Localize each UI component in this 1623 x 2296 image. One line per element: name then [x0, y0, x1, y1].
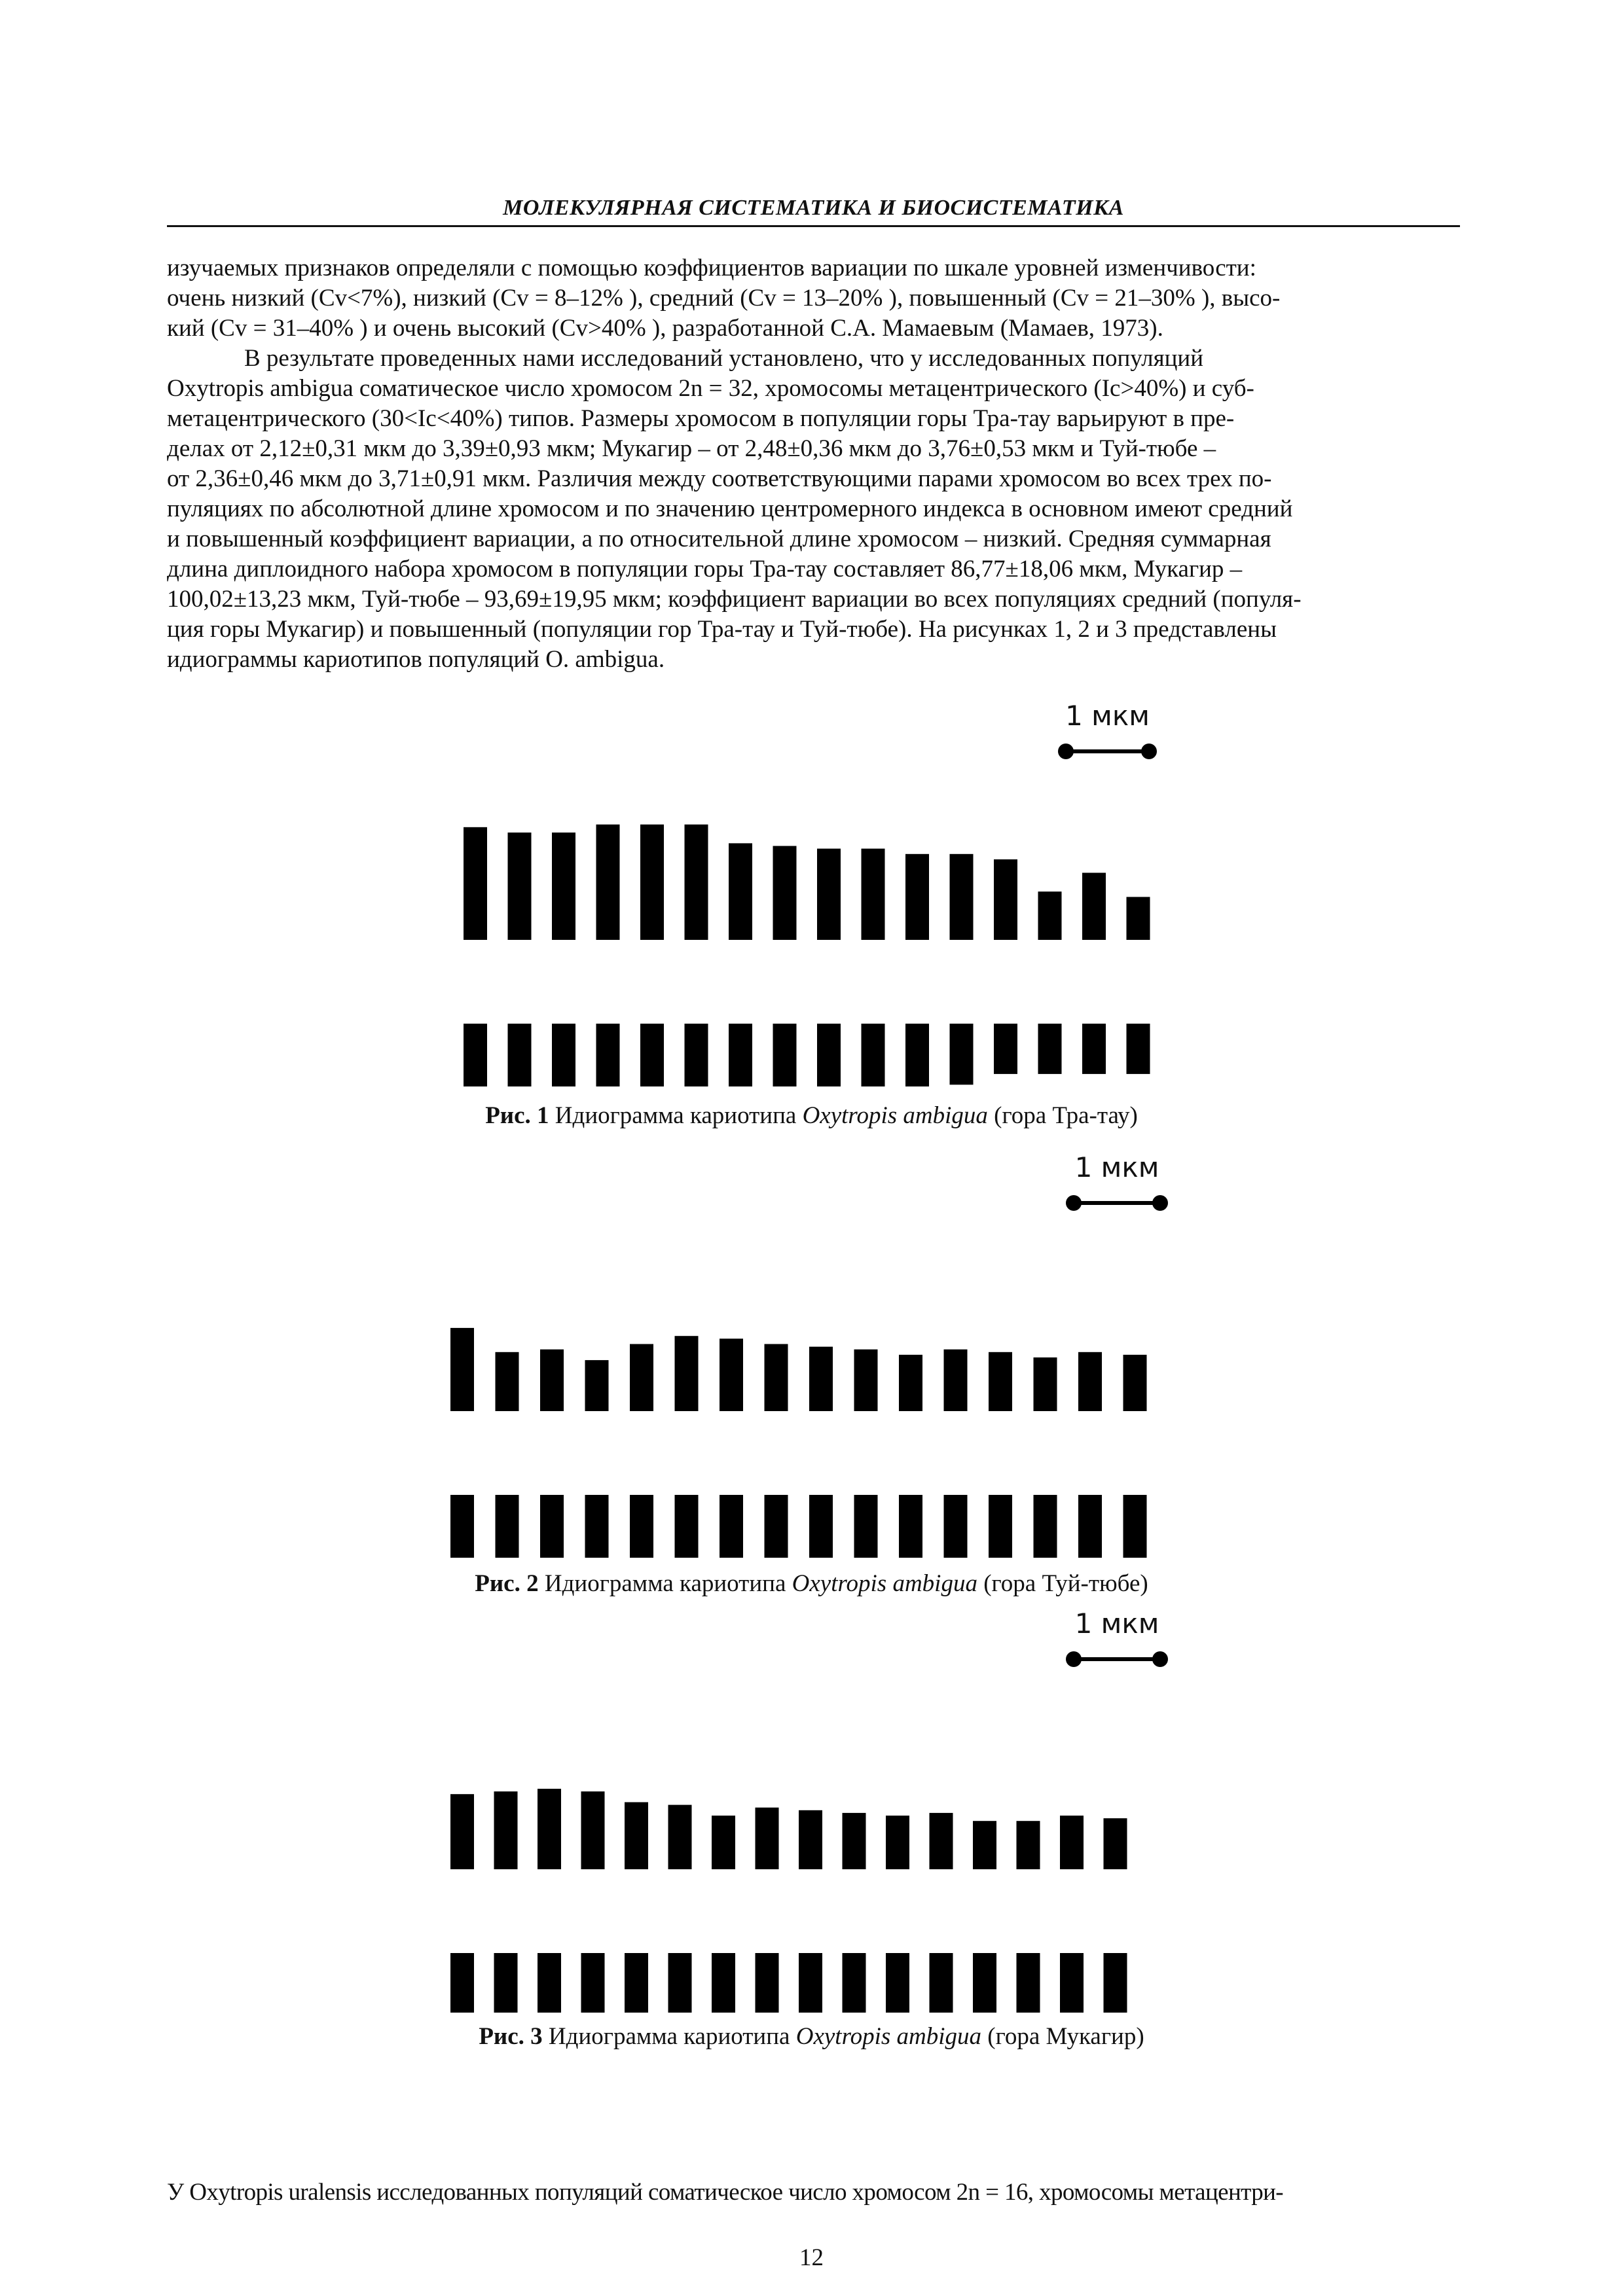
caption-number: Рис. 2 [475, 1570, 539, 1597]
chromosome-4-long-arm [596, 825, 620, 940]
chromosome-9-long-arm [799, 1810, 822, 1869]
scale-bar-endpoint [1058, 744, 1074, 759]
chromosome-15-short-arm [1060, 1953, 1084, 2013]
chromosome-13-long-arm [973, 1821, 996, 1869]
chromosome-7-long-arm [720, 1338, 743, 1411]
chromosome-16-short-arm [1104, 1953, 1127, 2013]
chromosome-14-long-arm [1017, 1821, 1040, 1869]
caption-place: (гора Мукагир) [981, 2023, 1144, 2050]
chromosome-7-long-arm [729, 843, 752, 940]
chromosome-9-long-arm [817, 849, 841, 940]
chromosome-11-short-arm [905, 1024, 929, 1086]
chromosome-3-long-arm [540, 1350, 564, 1411]
chromosome-4-long-arm [585, 1360, 609, 1411]
figure-2-caption [0, 1569, 1623, 1599]
text-line: 100,02±13,23 мкм, Туй-тюбе – 93,69±19,95 мкм; коэффициент вариации во всех популяциях средний (популя- [167, 586, 1302, 613]
scale-bar-label: 1 мкм [1074, 1607, 1159, 1640]
chromosome-7-short-arm [712, 1953, 735, 2013]
text-line: Oxytropis ambigua соматическое число хромосом 2n = 32, хромосомы метацентрического (Ic>40%) и суб- [167, 375, 1254, 402]
caption-text: Идиограмма кариотипа [538, 1570, 792, 1597]
scale-bar-endpoint [1152, 1195, 1168, 1211]
chromosome-6-short-arm [675, 1495, 699, 1558]
chromosome-6-short-arm [685, 1024, 708, 1086]
text-line: длина диплоидного набора хромосом в популяции горы Тра-тау составляет 86,77±18,06 мкм, Мукагир – [167, 556, 1243, 583]
chromosome-4-long-arm [581, 1791, 605, 1869]
idiogram-fig-1 [0, 694, 1623, 1086]
chromosome-8-long-arm [756, 1808, 779, 1869]
chromosome-6-long-arm [668, 1805, 692, 1869]
chromosome-13-short-arm [973, 1953, 996, 2013]
chromosome-16-long-arm [1104, 1818, 1127, 1869]
chromosome-9-short-arm [799, 1953, 822, 2013]
chromosome-4-short-arm [596, 1024, 620, 1086]
chromosome-3-short-arm [552, 1024, 575, 1086]
figure-2 [0, 1152, 1623, 1558]
chromosome-4-short-arm [585, 1495, 609, 1558]
chromosome-12-long-arm [930, 1813, 953, 1869]
scale-bar-label: 1 мкм [1074, 1152, 1159, 1183]
chromosome-10-short-arm [854, 1495, 878, 1558]
chromosome-16-short-arm [1127, 1024, 1150, 1074]
chromosome-15-short-arm [1078, 1495, 1102, 1558]
chromosome-4-short-arm [581, 1953, 605, 2013]
text-line: и повышенный коэффициент вариации, а по относительной длине хромосом – низкий. Средняя суммарная [167, 526, 1271, 552]
caption-text: Идиограмма кариотипа [549, 1102, 803, 1129]
chromosome-2-short-arm [496, 1495, 519, 1558]
chromosome-7-long-arm [712, 1816, 735, 1869]
continuation-line: У Oxytropis uralensis исследованных популяций соматическое число хромосом 2n = 16, хромосомы метацентри- [167, 2179, 1284, 2206]
chromosome-10-long-arm [854, 1350, 878, 1411]
chromosome-12-short-arm [944, 1495, 968, 1558]
body-text [167, 253, 1460, 675]
chromosome-2-long-arm [494, 1791, 518, 1869]
chromosome-12-long-arm [944, 1350, 968, 1411]
chromosome-16-long-arm [1127, 897, 1150, 940]
chromosome-10-short-arm [862, 1024, 885, 1086]
chromosome-13-long-arm [994, 859, 1017, 940]
chromosome-15-long-arm [1078, 1352, 1102, 1411]
chromosome-5-long-arm [630, 1344, 653, 1412]
chromosome-14-long-arm [1034, 1357, 1057, 1411]
chromosome-1-long-arm [450, 1328, 474, 1411]
chromosome-12-long-arm [950, 854, 974, 940]
chromosome-13-short-arm [994, 1024, 1017, 1074]
chromosome-7-short-arm [720, 1495, 743, 1558]
scale-bar-label: 1 мкм [1065, 700, 1150, 732]
text-line: кий (Cv = 31–40% ) и очень высокий (Cv>40% ), разработанной С.А. Мамаевым (Мамаев, 1973). [167, 315, 1163, 342]
chromosome-13-long-arm [989, 1352, 1012, 1411]
chromosome-10-short-arm [843, 1953, 866, 2013]
caption-place: (гора Туй-тюбе) [977, 1570, 1148, 1597]
chromosome-6-short-arm [668, 1953, 692, 2013]
chromosome-11-short-arm [886, 1953, 909, 2013]
text-line: метацентрического (30<Ic<40%) типов. Размеры хромосом в популяции горы Тра-тау варьируют в пре- [167, 405, 1235, 432]
chromosome-11-long-arm [899, 1355, 922, 1411]
chromosome-9-short-arm [817, 1024, 841, 1086]
text-line: очень низкий (Cv<7%), низкий (Cv = 8–12% ), средний (Cv = 13–20% ), повышенный (Cv = 21–30% ), высо- [167, 285, 1281, 312]
idiogram-fig-2 [0, 1152, 1623, 1558]
chromosome-14-short-arm [1038, 1024, 1062, 1074]
chromosome-14-short-arm [1034, 1495, 1057, 1558]
scale-bar-endpoint [1152, 1651, 1168, 1667]
text-line: В результате проведенных нами исследований установлено, что у исследованных популяций [244, 345, 1204, 372]
scale-bar-endpoint [1066, 1195, 1082, 1211]
chromosome-5-short-arm [625, 1953, 648, 2013]
paragraph-coefficients [167, 253, 1460, 344]
text-line: делах от 2,12±0,31 мкм до 3,39±0,93 мкм; Мукагир – от 2,48±0,36 мкм до 3,76±0,53 мкм и Туй-тюбе – [167, 435, 1216, 462]
text-line: пуляциях по абсолютной длине хромосом и по значению центромерного индекса в основном имеют средний [167, 495, 1293, 522]
chromosome-16-long-arm [1123, 1355, 1147, 1411]
chromosome-8-long-arm [773, 846, 797, 941]
chromosome-3-short-arm [540, 1495, 564, 1558]
chromosome-3-long-arm [538, 1789, 561, 1869]
chromosome-5-long-arm [640, 825, 664, 940]
chromosome-1-short-arm [450, 1495, 474, 1558]
chromosome-12-short-arm [950, 1024, 974, 1085]
chromosome-5-short-arm [630, 1495, 653, 1558]
caption-species: Oxytropis ambigua [802, 1102, 988, 1129]
chromosome-11-long-arm [886, 1816, 909, 1869]
caption-number: Рис. 1 [485, 1102, 549, 1129]
figure-1-caption [0, 1101, 1623, 1131]
chromosome-8-short-arm [765, 1495, 788, 1558]
figure-3-caption [0, 2022, 1623, 2052]
chromosome-15-long-arm [1082, 873, 1106, 941]
chromosome-9-short-arm [809, 1495, 833, 1558]
page-number: 12 [799, 2244, 824, 2271]
chromosome-11-long-arm [905, 854, 929, 940]
figure-1 [0, 694, 1623, 1086]
caption-species: Oxytropis ambigua [792, 1570, 977, 1597]
chromosome-5-short-arm [640, 1024, 664, 1086]
chromosome-15-long-arm [1060, 1816, 1084, 1869]
chromosome-2-short-arm [508, 1024, 532, 1086]
chromosome-14-short-arm [1017, 1953, 1040, 2013]
scale-bar-endpoint [1141, 744, 1157, 759]
text-line: ция горы Мукагир) и повышенный (популяции гор Тра-тау и Туй-тюбе). На рисунках 1, 2 и 3 представлены [167, 616, 1277, 643]
caption-species: Oxytropis ambigua [795, 2023, 982, 2050]
chromosome-6-long-arm [685, 825, 708, 940]
chromosome-1-long-arm [450, 1794, 474, 1869]
caption-place: (гора Тра-тау) [987, 1102, 1138, 1129]
chromosome-3-short-arm [538, 1953, 561, 2013]
chromosome-1-short-arm [464, 1024, 487, 1086]
chromosome-1-short-arm [450, 1953, 474, 2013]
chromosome-13-short-arm [989, 1495, 1012, 1558]
text-line: от 2,36±0,46 мкм до 3,71±0,91 мкм. Различия между соответствующими парами хромосом во всех трех по- [167, 465, 1272, 492]
paragraph-results [167, 344, 1460, 675]
chromosome-8-short-arm [756, 1953, 779, 2013]
idiogram-fig-3 [0, 1607, 1623, 2013]
chromosome-14-long-arm [1038, 891, 1062, 940]
chromosome-10-long-arm [843, 1813, 866, 1869]
chromosome-8-long-arm [765, 1344, 788, 1412]
caption-text: Идиограмма кариотипа [542, 2023, 796, 2050]
chromosome-8-short-arm [773, 1024, 797, 1086]
chromosome-7-short-arm [729, 1024, 752, 1086]
chromosome-15-short-arm [1082, 1024, 1106, 1074]
chromosome-10-long-arm [862, 849, 885, 940]
chromosome-6-long-arm [675, 1336, 699, 1411]
chromosome-1-long-arm [464, 827, 487, 940]
chromosome-12-short-arm [930, 1953, 953, 2013]
text-line: идиограммы кариотипов популяций O. ambigua. [167, 646, 665, 673]
chromosome-5-long-arm [625, 1803, 648, 1870]
figure-3 [0, 1607, 1623, 2013]
chromosome-2-short-arm [494, 1953, 518, 2013]
chromosome-11-short-arm [899, 1495, 922, 1558]
chromosome-2-long-arm [496, 1352, 519, 1411]
chromosome-9-long-arm [809, 1347, 833, 1411]
chromosome-2-long-arm [508, 833, 532, 940]
running-header: МОЛЕКУЛЯРНАЯ СИСТЕМАТИКА И БИОСИСТЕМАТИКА [167, 194, 1460, 227]
chromosome-16-short-arm [1123, 1495, 1147, 1558]
chromosome-3-long-arm [552, 833, 575, 940]
text-line: изучаемых признаков определяли с помощью коэффициентов вариации по шкале уровней изменчивости: [167, 255, 1256, 281]
caption-number: Рис. 3 [479, 2023, 543, 2050]
scale-bar-endpoint [1066, 1651, 1082, 1667]
